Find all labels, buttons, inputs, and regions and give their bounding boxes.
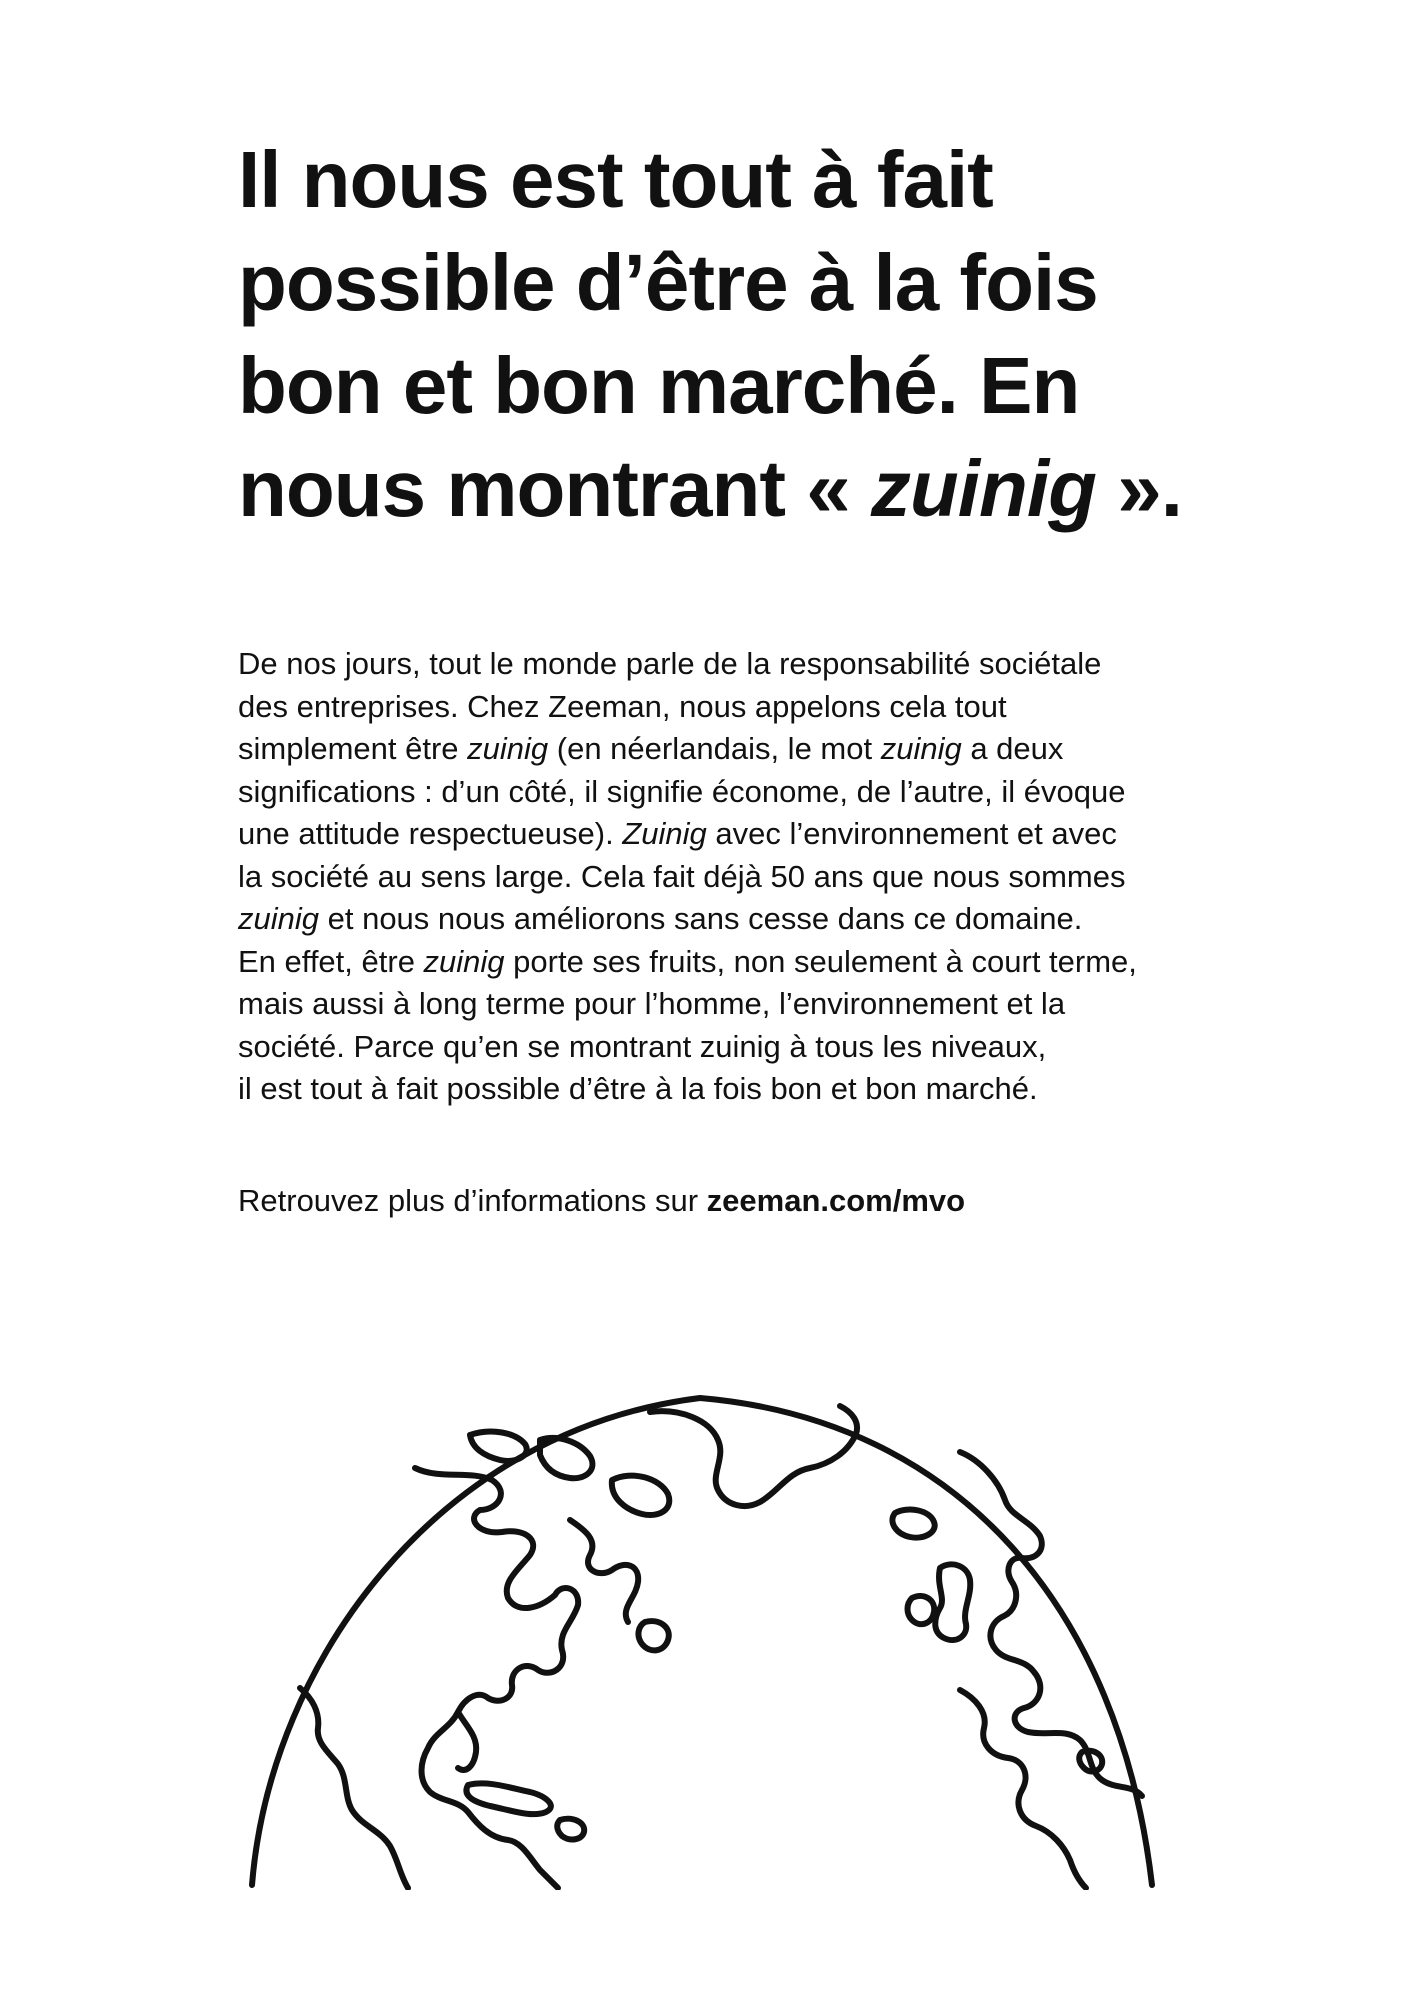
headline-text: nous montrant «: [238, 444, 871, 533]
globe-icon: [240, 1360, 1160, 1890]
body-emphasis: zuinig: [423, 943, 505, 979]
body-emphasis: zuinig: [467, 731, 549, 766]
body-text: simplement être: [238, 731, 468, 766]
continent-africa: [960, 1690, 1086, 1888]
body-text: En effet, être: [238, 943, 424, 979]
island-ireland: [908, 1596, 935, 1624]
body-emphasis: Zuinig: [622, 816, 707, 851]
website-link[interactable]: zeeman.com/mvo: [706, 1183, 966, 1218]
body-text: a deux: [961, 731, 1064, 766]
body-emphasis: zuinig: [238, 901, 319, 936]
island-hispaniola: [557, 1819, 584, 1840]
body-line: la société au sens large. Cela fait déjà 50 ans que nous sommes: [238, 858, 1126, 894]
continent-north-america: [415, 1468, 578, 1888]
island-iceland: [892, 1510, 934, 1538]
headline-emphasis: zuinig: [870, 444, 1096, 533]
body-text: porte ses fruits, non seulement à court terme,: [504, 943, 1137, 979]
body-text: (en néerlandais, le mot: [548, 731, 881, 766]
body-line: [238, 941, 1298, 984]
body-paragraph: [238, 643, 1298, 1111]
headline-line: possible d’être à la fois: [238, 238, 1098, 327]
headline: [238, 128, 1338, 540]
body-line: des entreprises. Chez Zeeman, nous appelons cela tout: [238, 688, 1007, 724]
globe-outline: [252, 1398, 1152, 1885]
body-text: une attitude respectueuse).: [238, 816, 623, 851]
island-cuba: [466, 1783, 550, 1814]
headline-text: ».: [1095, 444, 1182, 533]
body-line: il est tout à fait possible d’être à la fois bon et bon marché.: [238, 1071, 1038, 1106]
more-info-prefix: Retrouvez plus d’informations sur: [238, 1183, 707, 1218]
body-line: [238, 813, 1298, 856]
body-emphasis: zuinig: [880, 731, 962, 766]
island-great-britain: [935, 1564, 970, 1640]
island-arctic-2: [470, 1432, 527, 1461]
continent-florida: [458, 1712, 476, 1770]
body-line: [238, 728, 1298, 771]
body-line: significations : d’un côté, il signifie économe, de l’autre, il évoque: [238, 773, 1126, 809]
more-info-line: [238, 1180, 965, 1222]
headline-line: [238, 437, 1338, 540]
continent-north-america-west: [300, 1688, 408, 1888]
body-line: mais aussi à long terme pour l’homme, l’environnement et la: [238, 986, 1066, 1021]
headline-line: Il nous est tout à fait: [238, 135, 993, 224]
body-line: [238, 898, 1298, 941]
island-arctic-3: [612, 1476, 669, 1515]
body-line: société. Parce qu’en se montrant zuinig à tous les niveaux,: [238, 1028, 1047, 1064]
body-text: et nous nous améliorons sans cesse dans ce domaine.: [319, 901, 1083, 936]
body-text: avec l’environnement et avec: [706, 816, 1117, 851]
island-newfoundland: [638, 1621, 668, 1650]
headline-line: bon et bon marché. En: [238, 341, 1080, 430]
body-line: De nos jours, tout le monde parle de la responsabilité sociétale: [238, 646, 1102, 681]
